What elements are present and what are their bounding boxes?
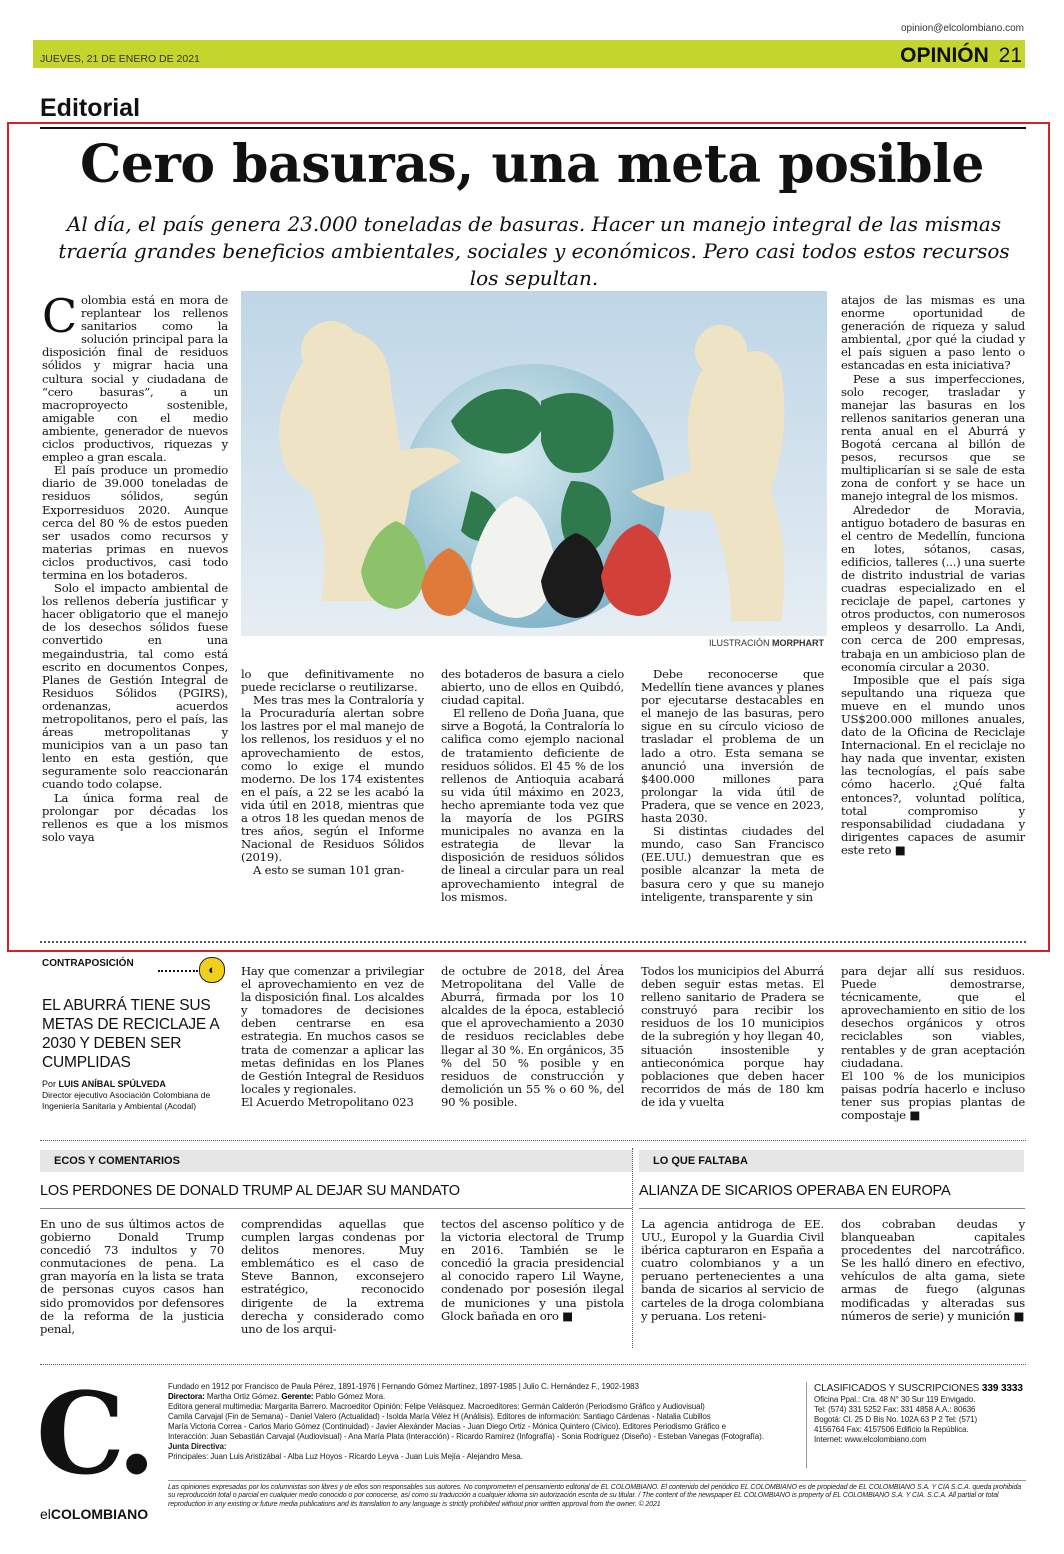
faltaba-label: LO QUE FALTABA — [639, 1150, 1024, 1172]
contra-col1 — [241, 965, 424, 1109]
contact-divider — [806, 1382, 807, 1468]
masthead-rule — [40, 1364, 1026, 1365]
col2-p2: Mes tras mes la Contraloría y la Procuraduría alertan sobre los lastres por el mal manejo de los rellenos, los residuos y el no aprovechamiento de estos, como lo exige el mundo moderno. De los 174 existentes en el país, a 22 se les acabó la vida útil en 2018, mientras que a otros 18 les quedan menos de tres años, según el Informe Nacional de Residuos Sólidos (2019). — [241, 693, 424, 865]
director-name: Martha Ortiz Gómez. — [206, 1392, 280, 1401]
col2-p1: lo que definitivamente no puede reciclarse o reutilizarse. — [241, 667, 424, 695]
director-label: Directora: — [168, 1392, 205, 1401]
disclaimer: Las opiniones expresadas por los columnistas son libres y de ellos son responsables sus autores. No comprometen el pensamiento editorial de EL COLOMBIANO. El contenido del periódico EL COLOMBIANO es de propiedad de EL COLOMBIANO S.A. Y CIA S.C.A. queda prohibida su reproducción total o parcial en cualquier medio conocido o por conocerse, así como su traducción a cualquier idioma sin autorización escrita de su titular. / The content of the newspaper EL COLOMBIANO is property of EL COLOMBIANO S.A. Y CIA. S.C.A. All partial or total reproduction in any existing or future media publications and its translation to any language is strictly prohibited without prior written approval from the owner. © 2021 — [168, 1484, 1022, 1508]
contra-col2-p1: de octubre de 2018, del Área Metropolitana del Valle de Aburrá, firmada por los 10 alcaldes de la época, estableció que el aprovechamiento a 2030 de residuos reciclables debe llegar al 30 %. En orgánicos, 35 % del 50 % posible y en residuos de construcción y demolición un 55 % o 60 %, del 90 % posible. — [441, 964, 624, 1109]
ecos-col3 — [441, 1218, 624, 1323]
faltaba-divider — [632, 1148, 633, 1348]
ecos-head-rule — [40, 1208, 632, 1209]
contra-rule — [40, 941, 1026, 943]
byline-prefix: Por — [42, 1079, 57, 1089]
clasificados-line — [814, 1382, 1028, 1395]
contact-line: Bogotá: Cl. 25 D Bis No. 102A 63 P 2 Tel: (571) — [814, 1415, 978, 1424]
col1-p2: El país produce un promedio diario de 39.000 toneladas de residuos sólidos, según Exporresiduos 2020. Aunque cerca del 80 % de estos pueden ser usados como recursos y materias primas en nuevos ciclos productivos, casi todo termina en los botaderos. — [42, 463, 228, 582]
contra-label: CONTRAPOSICIÓN — [42, 958, 134, 969]
header-date: JUEVES, 21 DE ENERO DE 2021 — [40, 53, 200, 65]
editorial-illustration — [241, 291, 827, 636]
section-name: OPINIÓN — [900, 44, 989, 67]
ecos-headline: LOS PERDONES DE DONALD TRUMP AL DEJAR SU MANDATO — [40, 1183, 460, 1199]
editorial-kicker: Editorial — [40, 94, 141, 122]
ecos-col3-p: tectos del ascenso político y de la victoria electoral de Trump en 2016. También se le concedió la gracia presidencial al conocido rapero Lil Wayne, condenado por posesión ilegal de municiones y una pistola Glock bañada en oro ■ — [441, 1217, 624, 1323]
faltaba-head-rule — [639, 1208, 1025, 1209]
faltaba-col2 — [841, 1218, 1025, 1323]
logo-wordmark — [40, 1506, 148, 1522]
contra-author: LUIS ANÍBAL SPÚLVEDA — [58, 1079, 166, 1089]
contra-col4 — [841, 965, 1025, 1122]
col1-p4: La única forma real de prolongar por décadas los rellenos es que a los mismos solo vaya — [42, 790, 228, 844]
ecos-col1-p: En uno de sus últimos actos de gobierno Donald Trump concedió 73 indultos y 70 conmutaciones de pena. La gran mayoría en la lista se trata de personas cuyos casos han sido promovidos por defensores de la reforma de la justicia penal, — [40, 1217, 224, 1336]
contra-col1-p2: El Acuerdo Metropolitano 023 — [241, 1094, 414, 1109]
contra-col1-p1: Hay que comenzar a privilegiar el aprovechamiento en vez de la disposición final. Los alcaldes y tomadores de decisiones deben centrarse en esa estrategia. En muchos casos se trata de comenzar a aplicar las metas definidas en los Planes de Gestión Integral de Residuos locales y regionales. — [241, 964, 424, 1096]
editorial-col4 — [641, 668, 824, 904]
col3-p1: des botaderos de basura a cielo abierto, uno de ellos en Quibdó, ciudad capital. — [441, 667, 624, 708]
faltaba-headline: ALIANZA DE SICARIOS OPERABA EN EUROPA — [639, 1183, 951, 1199]
contra-byline — [42, 1079, 166, 1089]
logo-prefix: el — [40, 1506, 51, 1522]
col5-p3: Alrededor de Moravia, antiguo botadero de basuras en el centro de Medellín, funciona en lotes, sótanos, casas, edificios, talleres (...) una suerte de distrito industrial de varias cuadras especializado en el reciclaje de papel, cartones y otros productos, con numerosos empleos y desarrollo. La Andi, con cerca de 200 empresas, trabaja en un ambicioso plan de economía circular a 2030. — [841, 502, 1025, 674]
page-number: 21 — [998, 44, 1022, 67]
col5-p1: atajos de las mismas es una enorme oportunidad de generación de riqueza y salud ambiental, ¿por qué la ciudad y el país siguen a paso lento o estancadas en esta iniciativa? — [841, 293, 1025, 373]
dropcap: C — [42, 289, 77, 343]
contra-headline: EL ABURRÁ TIENE SUS METAS DE RECICLAJE A 2030 Y DEBEN SER CUMPLIDAS — [42, 997, 219, 1071]
editorial-subtitle: Al día, el país genera 23.000 toneladas de basuras. Hacer un manejo integral de las mismas traería grandes beneficios ambientales, sociales y económicos. Pero casi todos estos recursos los sepultan. — [58, 212, 1010, 290]
header-section — [900, 43, 1022, 69]
contact-line: 4156764 Fax: 4157506 Edificio la República. — [814, 1425, 969, 1434]
staff-line: Interacción: Juan Sebastián Carvajal (Audiovisual) - Ana María Plata (Interacción) - Ricardo Ramírez (Infografía) - Sonia Rodríguez (Diseño) - Esteban Vanegas (Fotografía). — [168, 1432, 764, 1441]
editorial-title: Cero basuras, una meta posible — [80, 134, 984, 195]
staff-line: Editora general multimedia: Margarita Barrero. Macroeditor Opinión: Felipe Velásquez. Macroeditores: Germán Calderón (Periodismo Gráfico y Audiovisual) — [168, 1402, 705, 1411]
col4-p2: Si distintas ciudades del mundo, caso San Francisco (EE.UU.) demuestran que es posible alcanzar la meta de basura cero y que su manejo inteligente, transparente y sin — [641, 824, 824, 904]
col2-p3: A esto se suman 101 gran- — [253, 863, 405, 878]
header-email[interactable]: opinion@elcolombiano.com — [901, 23, 1024, 34]
gerente-label: Gerente: — [281, 1392, 314, 1401]
col1-p1: olombia está en mora de replantear los rellenos sanitarios como la solución principal para la disposición final de residuos sólidos y migrar hacia una cultura social y ciudadana de “cero basuras”, a un macroproyecto sostenible, amigable con el medio ambiente, generador de nuevos ciclos productivos, riquezas y empleo a gran escala. — [42, 293, 228, 465]
disclaimer-rule — [168, 1480, 1026, 1481]
col1-p3: Solo el impacto ambiental de los rellenos debería justificar y hacer obligatorio que el manejo de los desechos sólidos fuese convertido en una megaindustria, tal como está escrito en documentos Conpes, Planes de Gestión Integral de Residuos Sólidos (PGIRS), ordenanzas, acuerdos metropolitanos, pero el país, las áreas metropolitanas y municipios van a un paso tan lento en esta gestión, que seguramente solo reaccionarán cuando todo colapse. — [42, 581, 228, 792]
clasificados-phone: 339 3333 — [981, 1383, 1023, 1394]
ecos-col1 — [40, 1218, 224, 1336]
contra-col3 — [641, 965, 824, 1109]
faltaba-col1 — [641, 1218, 824, 1323]
credit-label: ILUSTRACIÓN — [708, 638, 770, 648]
illustration-credit — [709, 638, 824, 648]
col3-p2: El relleno de Doña Juana, que sirve a Bogotá, la Contraloría lo califica como ejemplo nacional de tratamiento deficiente de residuos sólidos. El 45 % de los rellenos de Antioquia acabará su vida útil máximo en 2023, hecho apremiante toda vez que la mayoría de los PGIRS municipales no avanza en la estrategia de llevar la disposición de residuos sólidos de lineal a circular para un real aprovechamiento integral de los mismos. — [441, 706, 624, 904]
editorial-col5 — [841, 294, 1025, 857]
gerente-name: Pablo Gómez Mora. — [315, 1392, 386, 1401]
contact-line: Tel: (574) 331 5252 Fax: 331 4858 A.A.: 80636 — [814, 1405, 976, 1414]
col4-p1: Debe reconocerse que Medellín tiene avances y planes por ejecutarse destacables en el manejo de las basuras, pero sigue en su círculo vicioso de trasladar el problema de un lado a otro. Esta semana se anunció una inversión de $400.000 millones para prolongar la vida útil de Pradera, que se vence en 2023, hasta 2030. — [641, 667, 824, 826]
staff-line: Principales: Juan Luis Aristizábal - Alba Luz Hoyos - Ricardo Leyva - Juan Luis Mejía - Alejandro Mesa. — [168, 1452, 523, 1461]
director-line — [168, 1392, 804, 1402]
staff-line: Camila Carvajal (Fin de Semana) - Daniel Valero (Actualidad) - Isolda María Vélez H (Análisis). Editores de información: Santiago Cárdenas - Natalia Cubillos — [168, 1412, 711, 1421]
ecos-rule — [40, 1140, 1026, 1141]
staff-line: Junta Directiva: — [168, 1442, 227, 1451]
contact-line: Oficina Ppal.: Cra. 48 N° 30 Sur 119 Envigado. — [814, 1395, 976, 1404]
ecos-col2-p: comprendidas aquellas que cumplen largas condenas por delitos menores. Muy emblemático es el caso de Steve Bannon, exconsejero estratégico, reconocido dirigente de la extrema derecha y considerado como uno de los arqui- — [241, 1217, 424, 1336]
editorial-col2 — [241, 668, 424, 878]
editorial-col1 — [42, 289, 228, 844]
faltaba-col1-p: La agencia antidroga de EE. UU., Europol y la Guardia Civil ibérica capturaron en España a cuatro colombianos y a un peruano pertenecientes a una banda de sicarios al servicio de carteles de la droga colombiana y peruana. Los reteni- — [641, 1217, 824, 1323]
founded-line: Fundado en 1912 por Francisco de Paula Pérez, 1891-1976 | Fernando Gómez Martínez, 1897-1985 | Julio C. Hernández F., 1902-1983 — [168, 1382, 639, 1391]
logo-letter: C. — [36, 1369, 151, 1500]
masthead-staff — [168, 1382, 804, 1462]
contra-col2 — [441, 965, 624, 1109]
contra-col4-p1: para dejar allí sus residuos. Puede demostrarse, técnicamente, que el aprovechamiento en sitio de los desechos orgánicos y otros reciclables son viables, rentables y de gran aceptación ciudadana. — [841, 964, 1025, 1070]
staff-line: María Victoria Correa - Carlos Mario Gómez (Continuidad) - Javier Alexánder Macías - Juan Diego Ortiz - Mónica Quintero (Cívico). Editores Periodismo Gráfico e — [168, 1422, 726, 1431]
credit-name: MORPHART — [772, 638, 824, 648]
contra-icon: ◐ — [199, 957, 225, 983]
col5-p2: Pese a sus imperfecciones, solo recoger, trasladar y manejar las basuras en los rellenos sanitarios generan una renta anual en el Aburrá y Bogotá cercana al billón de pesos, recursos que se multiplicarían si se sale de esta zona de confort y se hace un manejo integral de los mismos. — [841, 371, 1025, 504]
editorial-col3 — [441, 668, 624, 904]
contra-author-bio: Director ejecutivo Asociación Colombiana de Ingeniería Sanitaria y Ambiental (Acodal) — [42, 1090, 211, 1111]
clasificados-label: CLASIFICADOS Y SUSCRIPCIONES — [814, 1383, 980, 1394]
contra-col3-p1: Todos los municipios del Aburrá deben seguir estas metas. El relleno sanitario de Pradera se construyó para recibir los residuos de los 10 municipios de la subregión y hoy llegan 40, situación insostenible y antieconómica porque hay poblaciones que deben hacer recorridos de más de 180 km de ida y vuelta — [641, 964, 824, 1109]
logo-name: COLOMBIANO — [50, 1506, 149, 1522]
ecos-col2 — [241, 1218, 424, 1336]
contra-col4-p2: El 100 % de los municipios paisas podría hacerlo e incluso tener sus propias plantas de compostaje ■ — [841, 1068, 1025, 1123]
contra-dotted-line — [158, 970, 198, 972]
ecos-label: ECOS Y COMENTARIOS — [40, 1150, 632, 1172]
col5-p4: Imposible que el país siga sepultando una riqueza que mueve en el mundo unos US$200.000 millones anuales, dato de la Oficina de Reciclaje Internacional. En el reciclaje no hay nada que inventar, existen las tecnologías, el país sabe cómo hacerlo. ¿Qué falta entonces?, voluntad política, total compromiso y responsabilidad ciudadana y dirigentes capaces de asumir este reto ■ — [841, 672, 1025, 857]
contact-line[interactable]: Internet: www.elcolombiano.com — [814, 1435, 927, 1444]
faltaba-col2-p: dos cobraban deudas y blanqueaban capitales procedentes del narcotráfico. Se les halló dinero en efectivo, vehículos de alta gama, siete armas de fuego (algunas modificadas y alteradas sus números de serie) y munición ■ — [841, 1217, 1025, 1323]
masthead-contact — [814, 1382, 1028, 1445]
